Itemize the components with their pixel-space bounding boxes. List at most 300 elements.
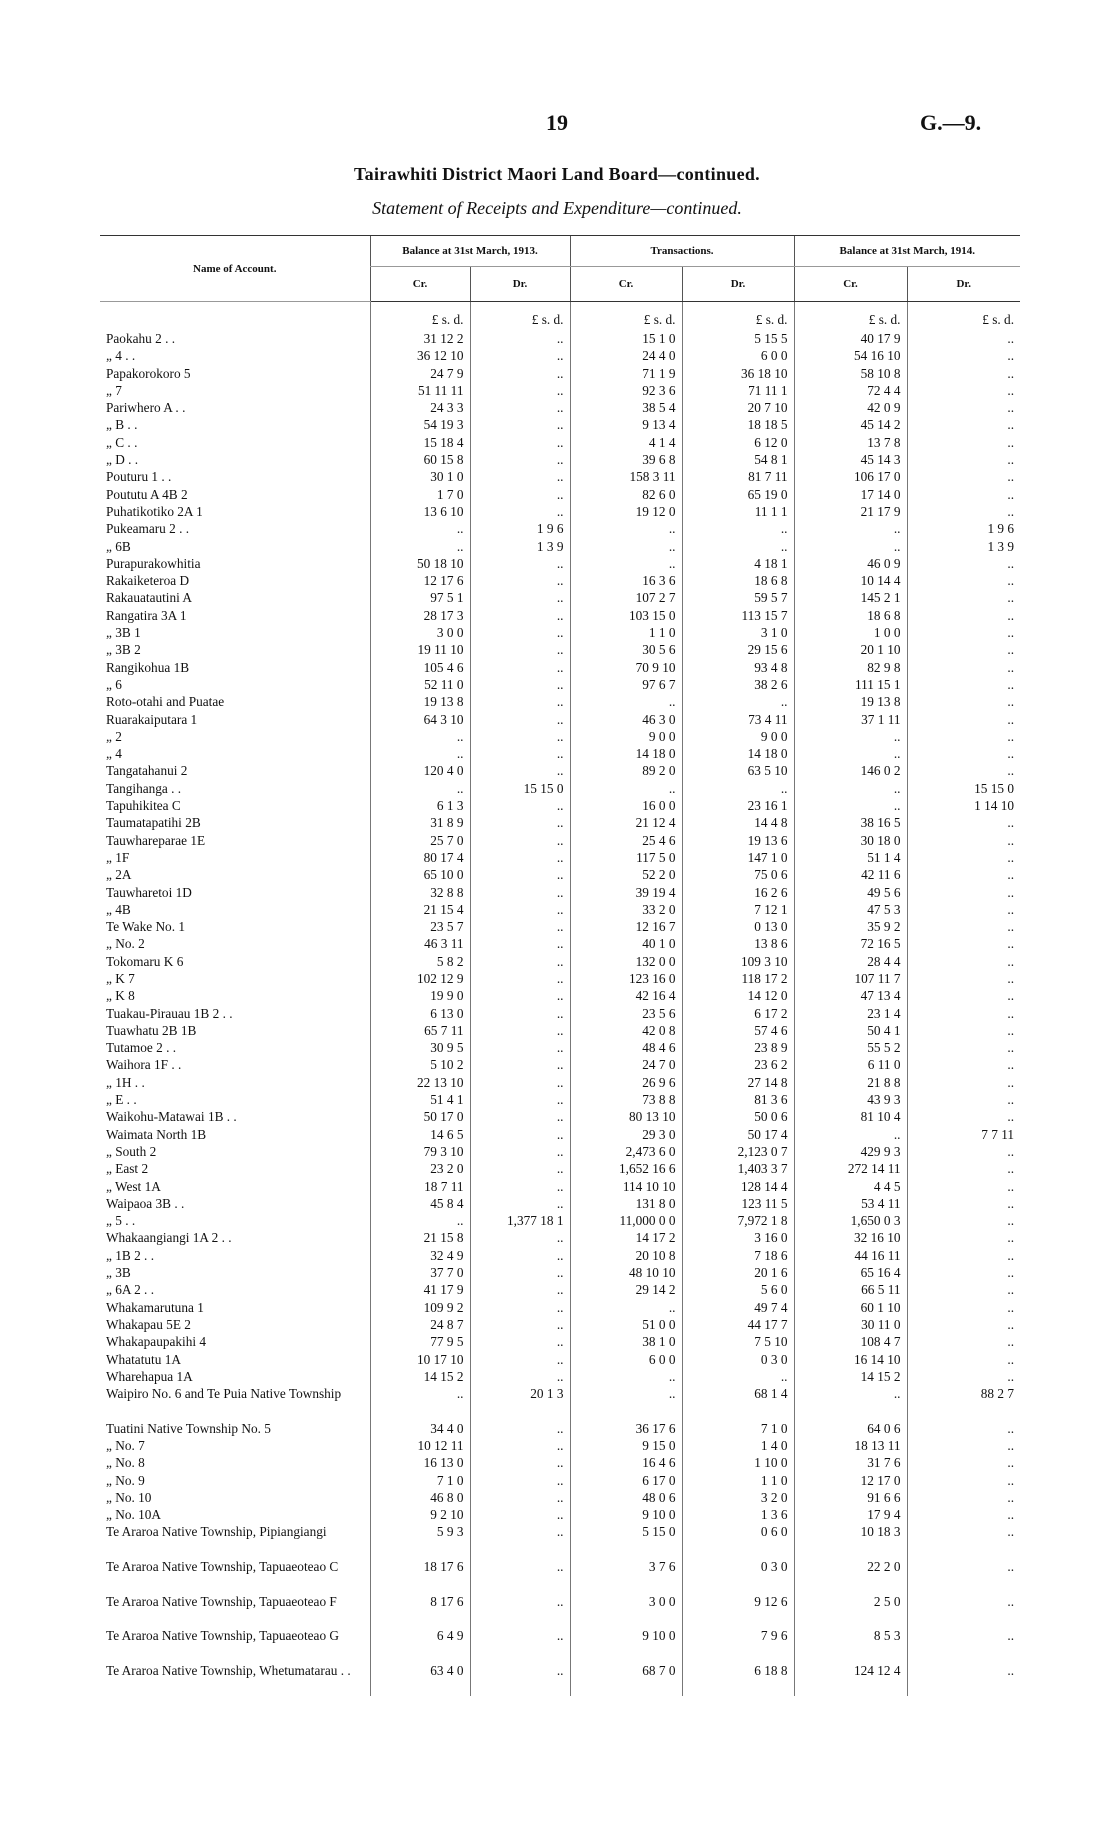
balance-1914-dr: .. <box>907 676 1020 693</box>
balance-1913-cr: 1 7 0 <box>370 486 470 503</box>
transactions-cr: 5 15 0 <box>570 1523 682 1558</box>
balance-1914-cr: .. <box>794 1385 907 1420</box>
balance-1914-dr: .. <box>907 693 1020 710</box>
transactions-cr: .. <box>570 693 682 710</box>
table-row <box>100 797 1020 814</box>
account-name: Te Araroa Native Township, Tapuaeoteao G <box>106 1628 340 1644</box>
balance-1913-dr: .. <box>470 1091 570 1108</box>
balance-1913-cr: 30 9 5 <box>370 1039 470 1056</box>
balance-1914-cr: 47 13 4 <box>794 987 907 1004</box>
balance-1913-cr: .. <box>370 728 470 745</box>
balance-1913-cr: 16 13 0 <box>370 1454 470 1471</box>
balance-1913-dr: .. <box>470 1662 570 1697</box>
balance-1914-cr: 72 16 5 <box>794 935 907 952</box>
table-row <box>100 832 1020 849</box>
account-name: Tangatahanui 2 <box>106 763 188 779</box>
balance-1914-cr: 13 7 8 <box>794 434 907 451</box>
balance-1914-dr: .. <box>907 1506 1020 1523</box>
balance-1913-dr: .. <box>470 572 570 589</box>
balance-1913-cr: 45 8 4 <box>370 1195 470 1212</box>
transactions-cr: 1,652 16 6 <box>570 1160 682 1177</box>
balance-1913-dr: .. <box>470 1281 570 1298</box>
transactions-dr: 59 5 7 <box>682 589 794 606</box>
account-name: „ 4B <box>106 901 131 917</box>
column-header-cr: Cr. <box>370 267 470 302</box>
balance-1914-cr: 272 14 11 <box>794 1160 907 1177</box>
transactions-dr: 11 1 1 <box>682 503 794 520</box>
table-row <box>100 382 1020 399</box>
transactions-cr: 89 2 0 <box>570 762 682 779</box>
balance-1914-dr: .. <box>907 589 1020 606</box>
transactions-dr: 3 16 0 <box>682 1229 794 1246</box>
balance-1914-dr: .. <box>907 1489 1020 1506</box>
table-row <box>100 1627 1020 1662</box>
transactions-cr: 39 6 8 <box>570 451 682 468</box>
balance-1913-cr: 12 17 6 <box>370 572 470 589</box>
balance-1914-cr: 18 6 8 <box>794 607 907 624</box>
balance-1914-cr: .. <box>794 1126 907 1143</box>
balance-1914-dr: .. <box>907 849 1020 866</box>
balance-1913-dr: .. <box>470 1195 570 1212</box>
transactions-dr: 0 3 0 <box>682 1558 794 1593</box>
transactions-dr: 123 11 5 <box>682 1195 794 1212</box>
table-row <box>100 1454 1020 1471</box>
balance-1914-dr: 15 15 0 <box>907 780 1020 797</box>
transactions-dr: 1 1 0 <box>682 1472 794 1489</box>
balance-1913-dr: .. <box>470 762 570 779</box>
balance-1914-cr: 50 4 1 <box>794 1022 907 1039</box>
account-name: „ No. 7 <box>106 1438 145 1453</box>
transactions-dr: 118 17 2 <box>682 970 794 987</box>
balance-1914-dr: .. <box>907 953 1020 970</box>
balance-1913-dr: .. <box>470 624 570 641</box>
balance-1914-dr: .. <box>907 1627 1020 1662</box>
balance-1913-dr: .. <box>470 1593 570 1628</box>
balance-1914-cr: 91 6 6 <box>794 1489 907 1506</box>
balance-1914-cr: 21 8 8 <box>794 1074 907 1091</box>
table-row <box>100 520 1020 537</box>
balance-1913-cr: .. <box>370 1212 470 1229</box>
balance-1913-cr: 5 8 2 <box>370 953 470 970</box>
balance-1914-cr: 60 1 10 <box>794 1299 907 1316</box>
table-row <box>100 399 1020 416</box>
units-label: £ s. d. <box>370 302 470 331</box>
account-name: Rangikohua 1B <box>106 659 190 675</box>
balance-1913-cr: 46 3 11 <box>370 935 470 952</box>
balance-1913-cr: .. <box>370 780 470 797</box>
transactions-cr: 2,473 6 0 <box>570 1143 682 1160</box>
balance-1914-dr: .. <box>907 1420 1020 1437</box>
account-name: „ 3B 1 <box>106 625 141 641</box>
transactions-cr: 15 1 0 <box>570 330 682 347</box>
balance-1914-cr: 58 10 8 <box>794 365 907 382</box>
balance-1914-cr: 106 17 0 <box>794 468 907 485</box>
transactions-dr: 13 8 6 <box>682 935 794 952</box>
table-row <box>100 1351 1020 1368</box>
transactions-dr: 65 19 0 <box>682 486 794 503</box>
transactions-dr: 50 0 6 <box>682 1108 794 1125</box>
balance-1913-dr: .. <box>470 1074 570 1091</box>
balance-1914-cr: .. <box>794 780 907 797</box>
balance-1914-dr: .. <box>907 1108 1020 1125</box>
transactions-cr: 1 1 0 <box>570 624 682 641</box>
balance-1914-cr: 16 14 10 <box>794 1351 907 1368</box>
transactions-cr: 42 16 4 <box>570 987 682 1004</box>
balance-1914-cr: 35 9 2 <box>794 918 907 935</box>
balance-1913-dr: .. <box>470 1039 570 1056</box>
balance-1914-cr: 1 0 0 <box>794 624 907 641</box>
balance-1913-cr: 79 3 10 <box>370 1143 470 1160</box>
balance-1913-dr: .. <box>470 468 570 485</box>
transactions-dr: 36 18 10 <box>682 365 794 382</box>
balance-1914-cr: 51 1 4 <box>794 849 907 866</box>
table-row <box>100 503 1020 520</box>
transactions-cr: 9 10 0 <box>570 1627 682 1662</box>
transactions-cr: 48 4 6 <box>570 1039 682 1056</box>
transactions-dr: 14 18 0 <box>682 745 794 762</box>
transactions-cr: .. <box>570 1385 682 1420</box>
balance-1914-dr: 1 9 6 <box>907 520 1020 537</box>
balance-1913-dr: .. <box>470 1108 570 1125</box>
balance-1913-cr: 18 7 11 <box>370 1178 470 1195</box>
units-row <box>100 302 1020 331</box>
balance-1913-dr: .. <box>470 1420 570 1437</box>
balance-1914-cr: 45 14 2 <box>794 416 907 433</box>
table-row <box>100 780 1020 797</box>
transactions-cr: 29 3 0 <box>570 1126 682 1143</box>
transactions-dr: 81 3 6 <box>682 1091 794 1108</box>
balance-1913-dr: .. <box>470 607 570 624</box>
account-name: Taumatapatihi 2B <box>106 815 201 831</box>
transactions-dr: .. <box>682 693 794 710</box>
transactions-cr: 11,000 0 0 <box>570 1212 682 1229</box>
account-name: Tauwharetoi 1D <box>106 884 192 900</box>
account-name: Tapuhikitea C <box>106 798 181 814</box>
account-name: „ South 2 <box>106 1143 157 1159</box>
transactions-cr: 123 16 0 <box>570 970 682 987</box>
balance-1913-cr: 30 1 0 <box>370 468 470 485</box>
table-row <box>100 451 1020 468</box>
table-row <box>100 970 1020 987</box>
balance-1914-dr: .. <box>907 659 1020 676</box>
balance-1914-cr: 4 4 5 <box>794 1178 907 1195</box>
transactions-dr: 23 8 9 <box>682 1039 794 1056</box>
table-row <box>100 1437 1020 1454</box>
balance-1913-dr: .. <box>470 693 570 710</box>
balance-1913-dr: .. <box>470 416 570 433</box>
transactions-dr: 113 15 7 <box>682 607 794 624</box>
balance-1913-dr: .. <box>470 1160 570 1177</box>
table-row <box>100 693 1020 710</box>
balance-1914-cr: 38 16 5 <box>794 814 907 831</box>
transactions-cr: 26 9 6 <box>570 1074 682 1091</box>
balance-1914-dr: .. <box>907 1005 1020 1022</box>
account-name: Tokomaru K 6 <box>106 953 184 969</box>
account-name: Whakaangiangi 1A 2 . . <box>106 1230 232 1246</box>
transactions-cr: 80 13 10 <box>570 1108 682 1125</box>
transactions-cr: 82 6 0 <box>570 486 682 503</box>
account-name: Whatatutu 1A <box>106 1351 181 1367</box>
transactions-dr: 16 2 6 <box>682 884 794 901</box>
balance-1913-cr: 25 7 0 <box>370 832 470 849</box>
balance-1914-cr: 47 5 3 <box>794 901 907 918</box>
balance-1914-dr: .. <box>907 901 1020 918</box>
balance-1913-cr: 51 4 1 <box>370 1091 470 1108</box>
transactions-dr: 1 10 0 <box>682 1454 794 1471</box>
account-name: „ 6A 2 . . <box>106 1282 155 1298</box>
account-name: Te Araroa Native Township, Tapuaeoteao F <box>106 1593 337 1609</box>
balance-1914-cr: 37 1 11 <box>794 711 907 728</box>
transactions-cr: 114 10 10 <box>570 1178 682 1195</box>
transactions-cr: 33 2 0 <box>570 901 682 918</box>
account-name: Puhatikotiko 2A 1 <box>106 503 203 519</box>
balance-1914-cr: 66 5 11 <box>794 1281 907 1298</box>
transactions-dr: 68 1 4 <box>682 1385 794 1420</box>
balance-1914-dr: .. <box>907 382 1020 399</box>
account-name: Pukeamaru 2 . . <box>106 521 190 537</box>
balance-1914-dr: .. <box>907 503 1020 520</box>
transactions-dr: 73 4 11 <box>682 711 794 728</box>
account-name: Rakauatautini A <box>106 590 193 606</box>
balance-1913-cr: 32 8 8 <box>370 884 470 901</box>
transactions-cr: 39 19 4 <box>570 884 682 901</box>
balance-1913-dr: .. <box>470 434 570 451</box>
balance-1913-cr: 105 4 6 <box>370 659 470 676</box>
transactions-dr: 18 18 5 <box>682 416 794 433</box>
balance-1913-cr: 19 9 0 <box>370 987 470 1004</box>
transactions-dr: .. <box>682 520 794 537</box>
transactions-dr: 7,972 1 8 <box>682 1212 794 1229</box>
balance-1914-cr: 53 4 11 <box>794 1195 907 1212</box>
table-row <box>100 711 1020 728</box>
transactions-dr: 9 0 0 <box>682 728 794 745</box>
table-row <box>100 953 1020 970</box>
balance-1913-dr: .. <box>470 1333 570 1350</box>
balance-1913-dr: .. <box>470 1558 570 1593</box>
balance-1913-cr: 13 6 10 <box>370 503 470 520</box>
table-row <box>100 901 1020 918</box>
transactions-dr: 1,403 3 7 <box>682 1160 794 1177</box>
balance-1913-dr: 1 3 9 <box>470 538 570 555</box>
transactions-cr: 14 17 2 <box>570 1229 682 1246</box>
balance-1914-dr: .. <box>907 624 1020 641</box>
account-name: Paokahu 2 . . <box>106 331 176 346</box>
transactions-dr: 7 5 10 <box>682 1333 794 1350</box>
balance-1913-cr: 9 2 10 <box>370 1506 470 1523</box>
table-row <box>100 555 1020 572</box>
transactions-dr: 20 7 10 <box>682 399 794 416</box>
table-row <box>100 1108 1020 1125</box>
balance-1913-cr: 46 8 0 <box>370 1489 470 1506</box>
transactions-cr: 14 18 0 <box>570 745 682 762</box>
account-name: „ 7 <box>106 382 122 398</box>
balance-1914-dr: .. <box>907 1351 1020 1368</box>
transactions-dr: 3 2 0 <box>682 1489 794 1506</box>
transactions-dr: 7 12 1 <box>682 901 794 918</box>
balance-1914-cr: 43 9 3 <box>794 1091 907 1108</box>
balance-1913-dr: .. <box>470 1264 570 1281</box>
account-name: „ 2A <box>106 867 132 883</box>
balance-1913-dr: 15 15 0 <box>470 780 570 797</box>
table-row <box>100 1420 1020 1437</box>
transactions-dr: 5 15 5 <box>682 330 794 347</box>
balance-1914-cr: 145 2 1 <box>794 589 907 606</box>
balance-1914-dr: .. <box>907 1299 1020 1316</box>
units-label: £ s. d. <box>794 302 907 331</box>
balance-1913-dr: .. <box>470 503 570 520</box>
balance-1914-cr: 22 2 0 <box>794 1558 907 1593</box>
transactions-dr: 3 1 0 <box>682 624 794 641</box>
transactions-cr: 68 7 0 <box>570 1662 682 1697</box>
balance-1913-dr: .. <box>470 365 570 382</box>
account-name: Waihora 1F . . <box>106 1057 182 1073</box>
transactions-dr: 18 6 8 <box>682 572 794 589</box>
account-name: Ruarakaiputara 1 <box>106 711 198 727</box>
transactions-cr: 4 1 4 <box>570 434 682 451</box>
transactions-dr: 2,123 0 7 <box>682 1143 794 1160</box>
units-label: £ s. d. <box>470 302 570 331</box>
column-header-cr: Cr. <box>794 267 907 302</box>
transactions-dr: 93 4 8 <box>682 659 794 676</box>
transactions-cr: 38 5 4 <box>570 399 682 416</box>
transactions-cr: 48 0 6 <box>570 1489 682 1506</box>
table-row <box>100 1143 1020 1160</box>
transactions-cr: 132 0 0 <box>570 953 682 970</box>
transactions-cr: 6 0 0 <box>570 1351 682 1368</box>
balance-1913-cr: 97 5 1 <box>370 589 470 606</box>
balance-1913-dr: .. <box>470 1022 570 1039</box>
table-row <box>100 1126 1020 1143</box>
balance-1914-dr: .. <box>907 399 1020 416</box>
table-row <box>100 1299 1020 1316</box>
balance-1914-dr: .. <box>907 434 1020 451</box>
table-row <box>100 728 1020 745</box>
balance-1913-cr: .. <box>370 1385 470 1420</box>
table-row <box>100 849 1020 866</box>
column-header-dr: Dr. <box>907 267 1020 302</box>
account-name: Te Araroa Native Township, Pipiangiangi <box>106 1524 327 1540</box>
table-row <box>100 330 1020 347</box>
table-row <box>100 1195 1020 1212</box>
balance-1914-dr: .. <box>907 935 1020 952</box>
balance-1913-dr: .. <box>470 1126 570 1143</box>
account-name: Te Wake No. 1 <box>106 919 185 935</box>
balance-1914-cr: 44 16 11 <box>794 1247 907 1264</box>
balance-1914-cr: 14 15 2 <box>794 1368 907 1385</box>
page-number: 19 <box>546 110 568 135</box>
account-name: Tuawhatu 2B 1B <box>106 1022 197 1038</box>
table-row <box>100 538 1020 555</box>
table-row <box>100 987 1020 1004</box>
account-name: „ 6B <box>106 538 131 554</box>
balance-1914-cr: 30 18 0 <box>794 832 907 849</box>
transactions-dr: 44 17 7 <box>682 1316 794 1333</box>
account-name: „ 2 <box>106 728 122 744</box>
account-name: Pariwhero A . . <box>106 400 186 416</box>
balance-1914-dr: .. <box>907 1229 1020 1246</box>
table-row <box>100 1039 1020 1056</box>
transactions-cr: .. <box>570 520 682 537</box>
balance-1914-cr: 49 5 6 <box>794 884 907 901</box>
balance-1914-dr: .. <box>907 762 1020 779</box>
balance-1914-cr: 1,650 0 3 <box>794 1212 907 1229</box>
transactions-dr: 57 4 6 <box>682 1022 794 1039</box>
balance-1913-dr: .. <box>470 711 570 728</box>
account-name: Waipiro No. 6 and Te Puia Native Township <box>106 1386 342 1402</box>
balance-1913-cr: 7 1 0 <box>370 1472 470 1489</box>
balance-1913-dr: .. <box>470 1627 570 1662</box>
balance-1914-dr: .. <box>907 1662 1020 1697</box>
balance-1914-dr: .. <box>907 1264 1020 1281</box>
transactions-cr: 46 3 0 <box>570 711 682 728</box>
transactions-cr: 30 5 6 <box>570 641 682 658</box>
balance-1914-cr: 42 0 9 <box>794 399 907 416</box>
units-label: £ s. d. <box>570 302 682 331</box>
account-name: „ No. 10A <box>106 1507 162 1523</box>
balance-1913-dr: .. <box>470 849 570 866</box>
table-row <box>100 1523 1020 1558</box>
account-name: „ No. 2 <box>106 936 145 952</box>
balance-1913-cr: 6 4 9 <box>370 1627 470 1662</box>
balance-1914-dr: .. <box>907 1368 1020 1385</box>
balance-1914-cr: 108 4 7 <box>794 1333 907 1350</box>
balance-1913-dr: .. <box>470 1368 570 1385</box>
account-name: „ 4 . . <box>106 348 136 364</box>
balance-1913-dr: .. <box>470 918 570 935</box>
transactions-dr: 147 1 0 <box>682 849 794 866</box>
balance-1914-dr: .. <box>907 1333 1020 1350</box>
transactions-cr: 9 15 0 <box>570 1437 682 1454</box>
account-name: „ K 8 <box>106 988 135 1004</box>
table-row <box>100 572 1020 589</box>
table-row <box>100 607 1020 624</box>
balance-1914-cr: 18 13 11 <box>794 1437 907 1454</box>
balance-1914-dr: .. <box>907 330 1020 347</box>
transactions-dr: 49 7 4 <box>682 1299 794 1316</box>
table-row <box>100 1160 1020 1177</box>
table-row <box>100 468 1020 485</box>
table-row <box>100 1472 1020 1489</box>
table-row <box>100 624 1020 641</box>
transactions-dr: 23 6 2 <box>682 1056 794 1073</box>
balance-1914-dr: .. <box>907 1454 1020 1471</box>
transactions-dr: 29 15 6 <box>682 641 794 658</box>
table-row <box>100 918 1020 935</box>
balance-1914-dr: .. <box>907 486 1020 503</box>
balance-1913-cr: 54 19 3 <box>370 416 470 433</box>
balance-1913-cr: 51 11 11 <box>370 382 470 399</box>
transactions-cr: 25 4 6 <box>570 832 682 849</box>
balance-1913-cr: 14 6 5 <box>370 1126 470 1143</box>
transactions-cr: 19 12 0 <box>570 503 682 520</box>
balance-1914-dr: .. <box>907 1074 1020 1091</box>
balance-1914-cr: 42 11 6 <box>794 866 907 883</box>
balance-1913-dr: .. <box>470 1437 570 1454</box>
transactions-cr: 107 2 7 <box>570 589 682 606</box>
transactions-cr: 9 13 4 <box>570 416 682 433</box>
table-row <box>100 486 1020 503</box>
balance-1914-cr: .. <box>794 520 907 537</box>
balance-1913-cr: 31 8 9 <box>370 814 470 831</box>
balance-1914-cr: 54 16 10 <box>794 347 907 364</box>
balance-1914-cr: 46 0 9 <box>794 555 907 572</box>
account-name: „ D . . <box>106 452 139 468</box>
transactions-dr: 23 16 1 <box>682 797 794 814</box>
table-row <box>100 659 1020 676</box>
balance-1914-cr: 20 1 10 <box>794 641 907 658</box>
balance-1913-cr: 5 9 3 <box>370 1523 470 1558</box>
balance-1913-cr: 24 8 7 <box>370 1316 470 1333</box>
